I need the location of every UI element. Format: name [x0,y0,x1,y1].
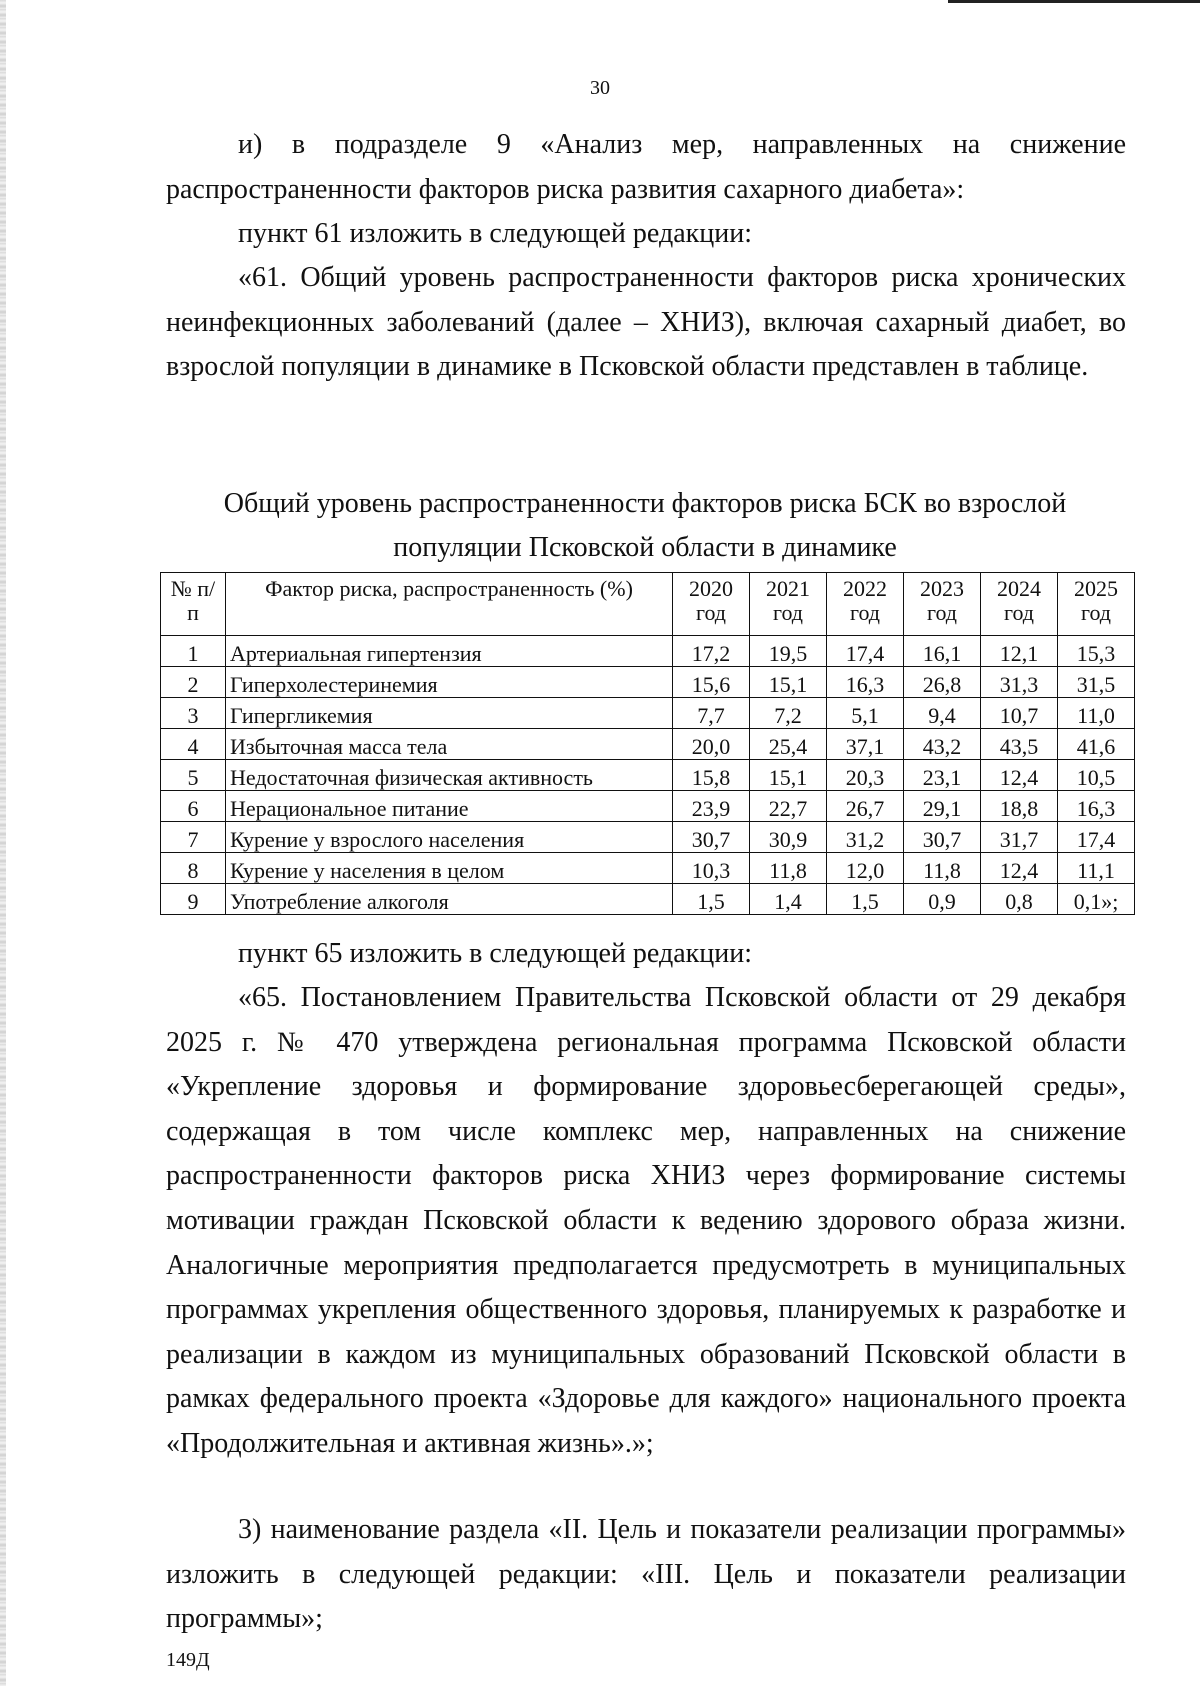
row-value: 23,1 [904,760,981,791]
table-row [161,822,1135,853]
row-value: 17,2 [673,636,750,667]
row-value: 5,1 [827,698,904,729]
paragraph-item-65-intro: пункт 65 изложить в следующей редакции: [238,938,752,969]
row-value: 26,8 [904,667,981,698]
table-row [161,729,1135,760]
row-factor: Гипергликемия [226,698,673,729]
row-value: 11,0 [1058,698,1135,729]
row-value: 11,1 [1058,853,1135,884]
row-value: 17,4 [827,636,904,667]
table-caption-line-2: популяции Псковской области в динамике [393,532,897,563]
row-number: 3 [161,698,226,729]
row-factor: Артериальная гипертензия [226,636,673,667]
row-value: 15,1 [750,667,827,698]
row-value: 10,3 [673,853,750,884]
row-value: 7,2 [750,698,827,729]
table-caption [160,482,1130,570]
row-value: 25,4 [750,729,827,760]
row-number: 9 [161,884,226,915]
row-factor: Употребление алкоголя [226,884,673,915]
row-value: 0,9 [904,884,981,915]
row-value: 30,9 [750,822,827,853]
table-row [161,853,1135,884]
row-factor: Недостаточная физическая активность [226,760,673,791]
table-row [161,667,1135,698]
table-row [161,884,1135,915]
row-value: 41,6 [1058,729,1135,760]
row-number: 6 [161,791,226,822]
header-num: № п/п [161,573,226,636]
paragraph-item-61-text: «61. Общий уровень распространенности факторов риска хронических неинфекционных заболеваний (далее – ХНИЗ), включая сахарный диабет, во взрослой популяции в динамике в Псковской области представлен в таблице. [166,262,1126,383]
scan-edge [0,0,6,1686]
row-value: 0,1»; [1058,884,1135,915]
page-number: 30 [590,77,610,99]
row-value: 31,2 [827,822,904,853]
row-number: 2 [161,667,226,698]
row-value: 31,3 [981,667,1058,698]
row-value: 10,7 [981,698,1058,729]
row-factor: Курение у взрослого населения [226,822,673,853]
row-value: 16,1 [904,636,981,667]
row-value: 17,4 [1058,822,1135,853]
row-value: 26,7 [827,791,904,822]
row-number: 5 [161,760,226,791]
row-value: 30,7 [673,822,750,853]
row-value: 18,8 [981,791,1058,822]
row-value: 15,6 [673,667,750,698]
row-value: 19,5 [750,636,827,667]
footer-code: 149Д [166,1649,210,1671]
row-value: 9,4 [904,698,981,729]
paragraph-item-65-text: «65. Постановлением Правительства Псковской области от 29 декабря 2025 г. № 470 утверждена региональная программа Псковской области «Укрепление здоровья и формирование здоровьесберегающей среды», содержащая в том числе комплекс мер, направленных на снижение распространенности факторов риска ХНИЗ через формирование системы мотивации граждан Псковской области к ведению здорового образа жизни. Аналогичные мероприятия предполагается предусмотреть в муниципальных программах укрепления общественного здоровья, планируемых к разработке и реализации в каждом из муниципальных образований Псковской области в рамках федерального проекта «Здоровье для каждого» национального проекта «Продолжительная и активная жизнь».»; [166,982,1126,1459]
row-factor: Избыточная масса тела [226,729,673,760]
row-value: 20,0 [673,729,750,760]
header-year-2021: 2021 год [750,573,827,636]
table-row [161,698,1135,729]
row-value: 11,8 [750,853,827,884]
row-value: 23,9 [673,791,750,822]
top-rule [948,0,1200,3]
table-row [161,760,1135,791]
header-year-2024: 2024 год [981,573,1058,636]
header-year-2022: 2022 год [827,573,904,636]
header-factor: Фактор риска, распространенность (%) [226,573,673,636]
row-value: 1,5 [673,884,750,915]
row-value: 7,7 [673,698,750,729]
row-value: 1,4 [750,884,827,915]
row-factor: Курение у населения в целом [226,853,673,884]
row-value: 16,3 [1058,791,1135,822]
paragraph-subsection-9: и) в подразделе 9 «Анализ мер, направленных на снижение распространенности факторов риска развития сахарного диабета»: [166,129,1126,205]
row-value: 16,3 [827,667,904,698]
header-year-2023: 2023 год [904,573,981,636]
table-caption-line-1: Общий уровень распространенности факторов риска БСК во взрослой [223,488,1067,519]
row-value: 43,5 [981,729,1058,760]
table-row [161,791,1135,822]
row-value: 15,8 [673,760,750,791]
row-value: 43,2 [904,729,981,760]
row-value: 20,3 [827,760,904,791]
row-value: 15,1 [750,760,827,791]
row-value: 12,4 [981,853,1058,884]
header-year-2025: 2025 год [1058,573,1135,636]
row-value: 15,3 [1058,636,1135,667]
row-value: 12,1 [981,636,1058,667]
paragraph-section-3: 3) наименование раздела «II. Цель и показатели реализации программы» изложить в следующей редакции: «III. Цель и показатели реализации программы»; [166,1514,1126,1635]
row-number: 7 [161,822,226,853]
header-year-2020: 2020 год [673,573,750,636]
row-factor: Нерациональное питание [226,791,673,822]
row-value: 12,0 [827,853,904,884]
row-value: 37,1 [827,729,904,760]
row-value: 1,5 [827,884,904,915]
row-number: 1 [161,636,226,667]
row-value: 11,8 [904,853,981,884]
row-value: 22,7 [750,791,827,822]
risk-factor-table [160,572,1135,915]
row-value: 31,7 [981,822,1058,853]
row-value: 10,5 [1058,760,1135,791]
row-number: 8 [161,853,226,884]
row-value: 29,1 [904,791,981,822]
row-value: 31,5 [1058,667,1135,698]
table-header-row [161,573,1135,636]
row-value: 0,8 [981,884,1058,915]
row-number: 4 [161,729,226,760]
paragraph-item-61-intro: пункт 61 изложить в следующей редакции: [238,218,752,249]
table-row [161,636,1135,667]
row-value: 12,4 [981,760,1058,791]
row-value: 30,7 [904,822,981,853]
row-factor: Гиперхолестеринемия [226,667,673,698]
